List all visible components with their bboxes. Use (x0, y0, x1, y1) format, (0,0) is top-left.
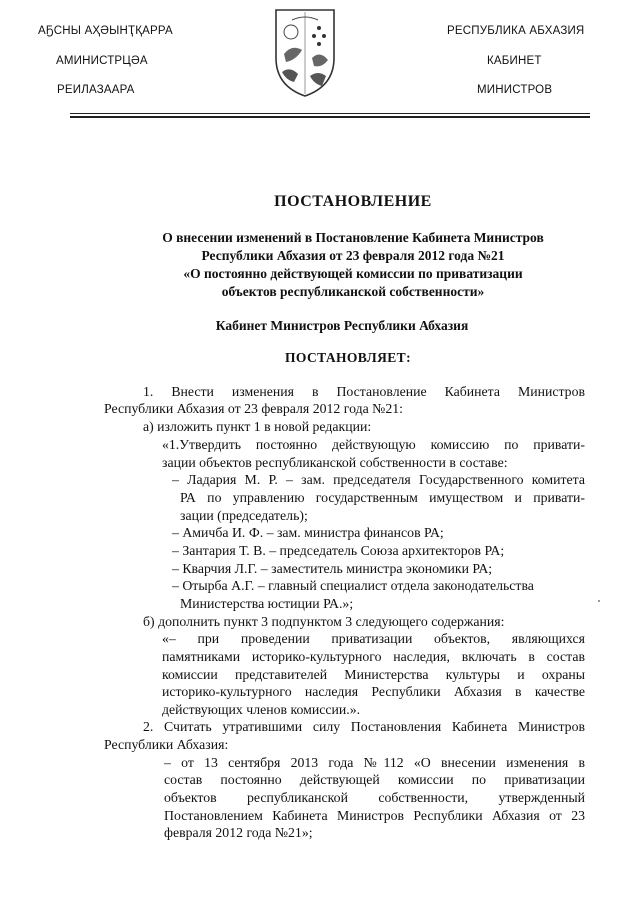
body-line: комиссии представителей Министерства культуры и охраны (162, 667, 585, 682)
body-line: Республики Абхазия от 23 февраля 2012 года №21: (104, 401, 403, 416)
header-right-line-3: МИНИСТРОВ (477, 84, 553, 96)
body-line: а) изложить пункт 1 в новой редакции: (143, 419, 372, 434)
header-right-line-2: КАБИНЕТ (487, 55, 542, 67)
body-line: 1. Внести изменения в Постановление Кабинета Министров (143, 384, 585, 399)
body-line: Министерства юстиции РА.»; (180, 596, 354, 611)
body-line: памятниками историко-культурного наследия, включать в состав (162, 649, 585, 664)
document-subject (130, 229, 576, 301)
body-line: 2. Считать утратившими силу Постановления Кабинета Министров (143, 719, 585, 734)
body-line: – Амичба И. Ф. – зам. министра финансов РА; (172, 525, 444, 540)
body-line: зации объектов республиканской собственности в составе: (162, 455, 508, 470)
header-rule-bottom (70, 116, 590, 118)
body-line: объектов республиканской собственности, утвержденный (164, 790, 585, 805)
body-line: «1.Утвердить постоянно действующую комиссию по привати- (162, 437, 585, 452)
body-line: состав постоянно действующей комиссии по приватизации (164, 772, 585, 787)
decree-word: ПОСТАНОВЛЯЕТ: (284, 350, 411, 365)
body-line: февраля 2012 года №21»; (164, 825, 313, 840)
body-line: историко-культурного наследия Республики Абхазия в качестве (162, 684, 585, 699)
header-right-line-1: РЕСПУБЛИКА АБХАЗИЯ (447, 25, 585, 37)
body-line: Постановлением Кабинета Министров Республики Абхазия от 23 (164, 808, 585, 823)
body-line: действующих членов комиссии.». (162, 702, 361, 717)
subject-line: объектов республиканской собственности» (221, 284, 485, 299)
subject-line: О внесении изменений в Постановление Кабинета Министров (162, 230, 544, 245)
body-line: Республики Абхазия: (104, 737, 229, 752)
body-line: б) дополнить пункт 3 подпунктом 3 следующего содержания: (143, 614, 505, 629)
subject-line: «О постоянно действующей комиссии по приватизации (183, 266, 523, 281)
subject-line: Республики Абхазия от 23 февраля 2012 года №21 (201, 248, 505, 263)
header-left-line-2: АМИНИСТРЦӘА (56, 55, 148, 67)
body-line: – Отырба А.Г. – главный специалист отдела законодательства (172, 578, 534, 593)
body-line: – от 13 сентября 2013 года №112 «О внесении изменения в (164, 755, 585, 770)
body-line: РА по управлению государственным имуществом и привати- (180, 490, 585, 505)
body-line: зации (председатель); (180, 508, 308, 523)
header-rule-top (70, 113, 590, 114)
issuer-line: Кабинет Министров Республики Абхазия (215, 318, 469, 333)
scan-speck (598, 600, 600, 602)
body-line: – Кварчия Л.Г. – заместитель министра экономики РА; (172, 561, 493, 576)
document-type-title: ПОСТАНОВЛЕНИЕ (274, 193, 432, 210)
body-line: – Зантария Т. В. – председатель Союза архитекторов РА; (172, 543, 505, 558)
header-left-line-3: РЕИЛАЗААРА (57, 84, 135, 96)
body-line: «– при проведении приватизации объектов, являющихся (162, 631, 585, 646)
header-left-line-1: АҔСНЫ АҲӘЫНҬҚАРРА (38, 25, 173, 37)
body-line: – Ладария М. Р. – зам. председателя Государственного комитета (172, 472, 585, 487)
state-emblem-icon (272, 6, 338, 100)
